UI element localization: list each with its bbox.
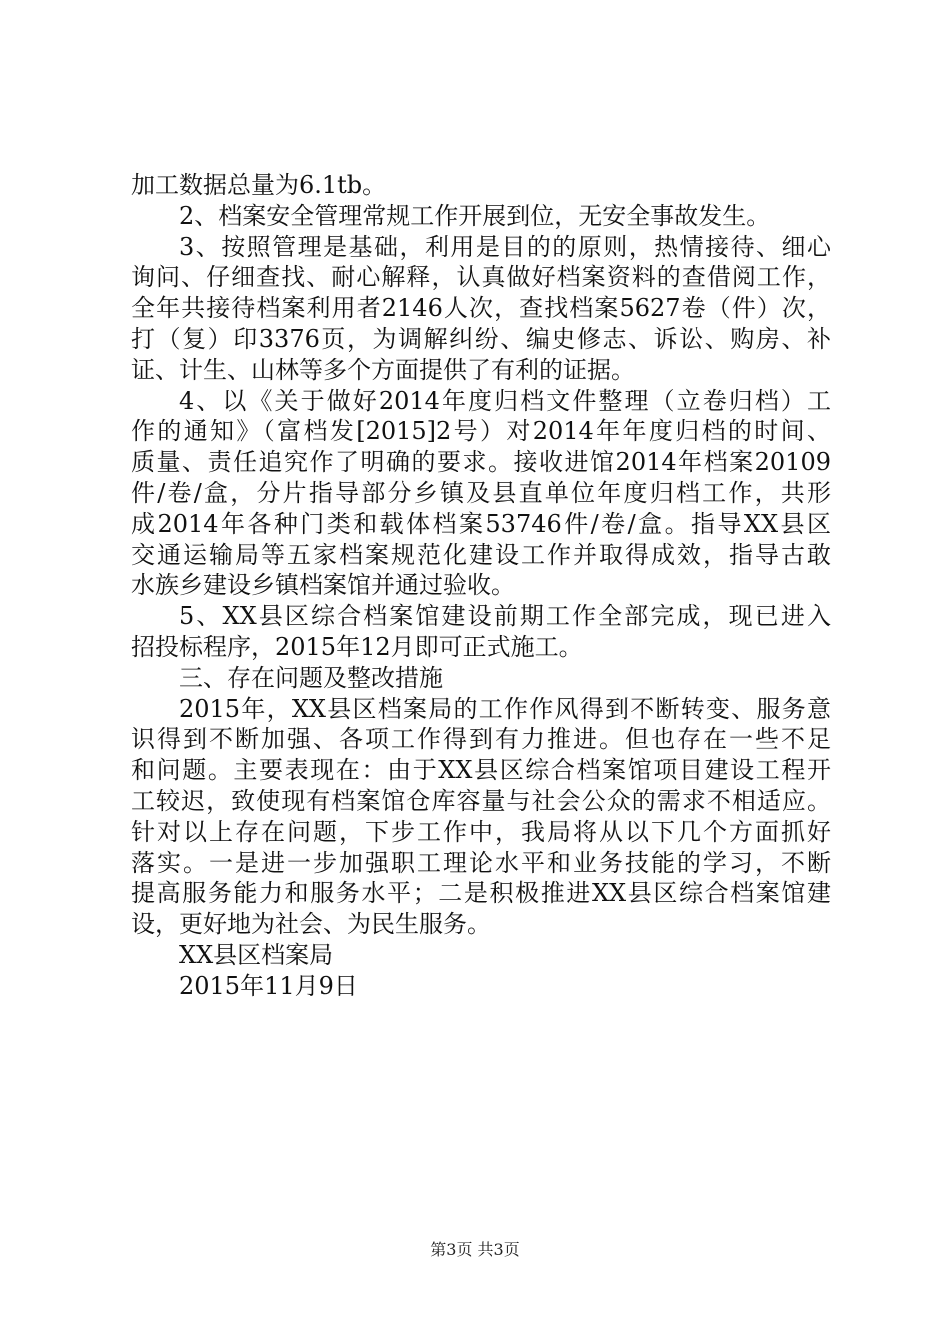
- text-line: 全年共接待档案利用者2146人次，查找档案5627卷（件）次，: [131, 294, 831, 323]
- text-line: 2015年，XX县区档案局的工作作风得到不断转变、服务意: [179, 694, 831, 723]
- text-line: 加工数据总量为6.1tb。: [131, 171, 387, 199]
- signature-organization: XX县区档案局: [179, 940, 334, 969]
- text-line: 2、档案安全管理常规工作开展到位，无安全事故发生。: [179, 201, 771, 230]
- text-line: 针对以上存在问题，下步工作中，我局将从以下几个方面抓好: [131, 817, 831, 846]
- document-body: [131, 170, 831, 1002]
- signature-date: 2015年11月9日: [179, 971, 358, 1000]
- text-line: 识得到不断加强、各项工作得到有力推进。但也存在一些不足: [131, 725, 831, 754]
- text-line: 质量、责任追究作了明确的要求。接收进馆2014年档案20109: [131, 448, 831, 477]
- text-line: 交通运输局等五家档案规范化建设工作并取得成效，指导古敢: [131, 540, 831, 569]
- text-line: 5、XX县区综合档案馆建设前期工作全部完成，现已进入: [179, 602, 831, 631]
- text-line: 招投标程序，2015年12月即可正式施工。: [131, 632, 583, 661]
- text-line: 询问、仔细查找、耐心解释，认真做好档案资料的查借阅工作，: [131, 263, 831, 292]
- text-line: 证、计生、山林等多个方面提供了有利的证据。: [131, 355, 635, 384]
- section-heading: 三、存在问题及整改措施: [179, 663, 443, 692]
- text-line: 落实。一是进一步加强职工理论水平和业务技能的学习，不断: [131, 848, 831, 877]
- text-line: 作的通知》（富档发[2015]2号）对2014年年度归档的时间、: [131, 417, 831, 446]
- text-line: 工较迟，致使现有档案馆仓库容量与社会公众的需求不相适应。: [131, 786, 831, 815]
- text-line: 成2014年各种门类和载体档案53746件/卷/盒。指导XX县区: [131, 509, 831, 538]
- text-line: 3、按照管理是基础，利用是目的的原则，热情接待、细心: [179, 232, 831, 261]
- text-line: 和问题。主要表现在：由于XX县区综合档案馆项目建设工程开: [131, 756, 831, 785]
- text-line: 件/卷/盒，分片指导部分乡镇及县直单位年度归档工作，共形: [131, 478, 831, 507]
- text-line: 4、以《关于做好2014年度归档文件整理（立卷归档）工: [179, 386, 831, 415]
- page-number-footer: 第3页 共3页: [430, 1240, 520, 1259]
- text-line: 水族乡建设乡镇档案馆并通过验收。: [131, 571, 515, 600]
- text-line: 打（复）印3376页，为调解纠纷、编史修志、诉讼、购房、补: [131, 324, 831, 353]
- text-line: 设，更好地为社会、为民生服务。: [131, 910, 491, 939]
- text-line: 提高服务能力和服务水平；二是积极推进XX县区综合档案馆建: [131, 879, 831, 908]
